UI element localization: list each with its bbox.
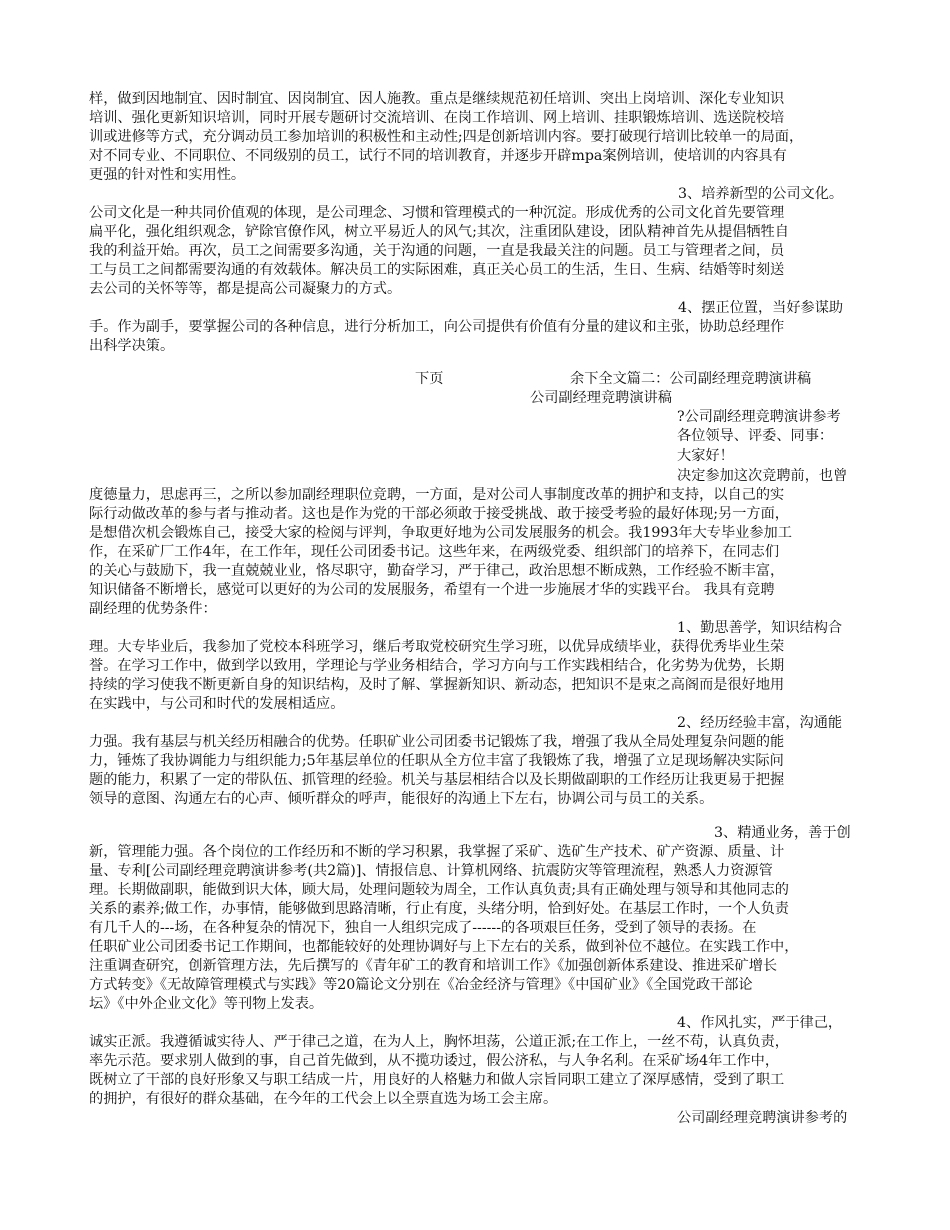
text-line: 培训、强化更新知识培训，同时开展专题研讨交流培训、在岗工作培训、网上培训、挂职锻炼培训、选送院校培 <box>89 110 785 126</box>
section-heading: 4、摆正位置，当好参谋助 <box>678 300 844 316</box>
text-line: 注重调查研究，创新管理方法，先后撰写的《青年矿工的教育和培训工作》《加强创新体系建设、推进采矿增长 <box>89 958 778 974</box>
text-line: 既树立了干部的良好形象又与职工结成一片，用良好的人格魅力和做人宗旨同职工建立了深厚感情，受到了职工 <box>89 1072 785 1088</box>
text-line: 手。作为副手，要掌握公司的各种信息，进行分析加工，向公司提供有价值有分量的建议和主张，协助总经理作 <box>89 319 785 335</box>
article-subtitle: ?公司副经理竞聘演讲参考 <box>677 409 841 425</box>
text-line: 知识储备不断增长，感觉可以更好的为公司的发展服务，希望有一个进一步施展才华的实践平台。 我具有竞聘 <box>89 582 775 598</box>
text-line: 率先示范。要求别人做到的事，自己首先做到，从不揽功诿过，假公济私，与人争名利。在采矿场4年工作中， <box>89 1053 780 1069</box>
text-line: 新，管理能力强。各个岗位的工作经历和不断的学习积累，我掌握了采矿、选矿生产技术、矿产资源、质量、计 <box>89 844 785 860</box>
text-line: 关系的素养;做工作，办事情，能够做到思路清晰，行止有度，头绪分明，恰到好处。在基层工作时，一个人负责 <box>89 901 789 917</box>
text-line: 对不同专业、不同职位、不同级别的员工，试行不同的培训教育，并逐步开辟mpa案例培训，使培训的内容具有 <box>89 148 787 164</box>
text-line: 在实践中，与公司和时代的发展相适应。 <box>89 696 345 712</box>
text-line: 理。长期做副职，能做到识大体，顾大局，处理问题较为周全，工作认真负责;具有正确处理与领导和其他同志的 <box>89 882 789 898</box>
section-heading: 1、勤思善学，知识结构合 <box>677 620 843 636</box>
section-heading: 2、经历经验丰富，沟通能 <box>677 715 843 731</box>
text-line: 量、专利[公司副经理竞聘演讲参考(共2篇)]、情报信息、计算机网络、抗震防灾等管理流程，熟悉人力资源管 <box>89 863 773 879</box>
text-line: 决定参加这次竞聘前，也曾 <box>677 468 848 484</box>
text-line: 训或进修等方式，充分调动员工参加培训的积极性和主动性;四是创新培训内容。要打破现行培训比较单一的局面， <box>89 129 804 145</box>
text-line: 的拥护，有很好的群众基础，在今年的工代会上以全票直选为场工会主席。 <box>89 1091 558 1107</box>
text-line: 作，在采矿厂工作4年，在工作年，现任公司团委书记。这些年来，在两级党委、组织部门的培养下，在同志们 <box>89 544 780 560</box>
text-line: 样，做到因地制宜、因时制宜、因岗制宜、因人施教。重点是继续规范初任培训、突出上岗培训、深化专业知识 <box>89 91 785 107</box>
remaining-text-link[interactable]: 余下全文篇二：公司副经理竞聘演讲稿 <box>570 371 812 387</box>
text-line: 力强。我有基层与机关经历相融合的优势。任职矿业公司团委书记锻炼了我，增强了我从全局处理复杂问题的能 <box>89 734 785 750</box>
text-line: 领导的意图、沟通左右的心声、倾听群众的呼声，能很好的沟通上下左右，协调公司与员工的关系。 <box>89 791 714 807</box>
text-line: 力，锤炼了我协调能力与组织能力;5年基层单位的任职从全方位丰富了我锻炼了我，增强了立足现场解决实际问 <box>89 753 784 769</box>
text-line: 是想借次机会锻炼自己，接受大家的检阅与评判，争取更好地为公司发展服务的机会。我1993年大专毕业参加工 <box>89 525 792 541</box>
section-heading: 3、精通业务，善于创 <box>714 825 851 841</box>
text-line: 的关心与鼓励下，我一直兢兢业业，恪尽职守，勤奋学习，严于律己，政治思想不断成熟，工作经验不断丰富， <box>89 563 785 579</box>
text-line: 方式转变》《无故障管理模式与实践》等20篇论文分别在《冶金经济与管理》《中国矿业》《全国党政干部论 <box>89 977 753 993</box>
next-page-link[interactable]: 下页 <box>415 371 444 387</box>
text-line: 有几千人的---场，在各种复杂的情况下，独自一人组织完成了------的各项艰巨任务，受到了领导的表扬。在 <box>89 920 757 936</box>
text-line: 誉。在学习工作中，做到学以致用，学理论与学业务相结合，学习方向与工作实践相结合，化劣势为优势，长期 <box>89 658 785 674</box>
text-line: 公司副经理竞聘演讲参考的 <box>677 1110 848 1126</box>
text-line: 诚实正派。我遵循诚实待人、严于律己之道，在为人上，胸怀坦荡，公道正派;在工作上，一丝不苟，认真负责， <box>89 1034 789 1050</box>
text-line: 题的能力，积累了一定的带队伍、抓管理的经验。机关与基层相结合以及长期做副职的工作经历让我更易于把握 <box>89 772 785 788</box>
text-line: 度德量力，思虑再三，之所以参加副经理职位竞聘，一方面，是对公司人事制度改革的拥护和支持，以自己的实 <box>89 487 785 503</box>
section-heading: 3、培养新型的公司文化。 <box>678 186 844 202</box>
text-line: 任职矿业公司团委书记工作期间，也都能较好的处理协调好与上下左右的关系，做到补位不越位。在实践工作中， <box>89 939 799 955</box>
text-line: 副经理的优势条件： <box>89 601 217 617</box>
text-line: 持续的学习使我不断更新自身的知识结构，及时了解、掌握新知识、新动态，把知识不是束之高阁而是很好地用 <box>89 677 785 693</box>
text-line: 理。大专毕业后，我参加了党校本科班学习，继后考取党校研究生学习班，以优异成绩毕业，获得优秀毕业生荣 <box>89 639 785 655</box>
text-line: 更强的针对性和实用性。 <box>89 167 246 183</box>
salutation: 各位领导、评委、同事： <box>677 428 834 444</box>
text-line: 去公司的关怀等等，都是提高公司凝聚力的方式。 <box>89 281 402 297</box>
text-line: 坛》《中外企业文化》等刊物上发表。 <box>89 996 324 1012</box>
text-line: 扁平化，强化组织观念，铲除官僚作风，树立平易近人的风气;其次，注重团队建设，团队精神首先从提倡牺牲自 <box>89 224 789 240</box>
text-line: 出科学决策。 <box>89 338 175 354</box>
text-line: 我的利益开始。再次，员工之间需要多沟通，关于沟通的问题，一直是我最关注的问题。员工与管理者之间，员 <box>89 243 785 259</box>
text-line: 工与员工之间都需要沟通的有效载体。解决员工的实际困难，真正关心员工的生活，生日、生病、结婚等时刻送 <box>89 262 785 278</box>
section-heading: 4、作风扎实，严于律己， <box>677 1015 843 1031</box>
article-title: 公司副经理竞聘演讲稿 <box>530 390 672 406</box>
greeting: 大家好！ <box>677 448 734 464</box>
text-line: 际行动做改革的参与者与推动者。这也是作为党的干部必须敢于接受挑战、敢于接受考验的最好体现;另一方面， <box>89 506 789 522</box>
text-line: 公司文化是一种共同价值观的体现，是公司理念、习惯和管理模式的一种沉淀。形成优秀的公司文化首先要管理 <box>89 205 785 221</box>
